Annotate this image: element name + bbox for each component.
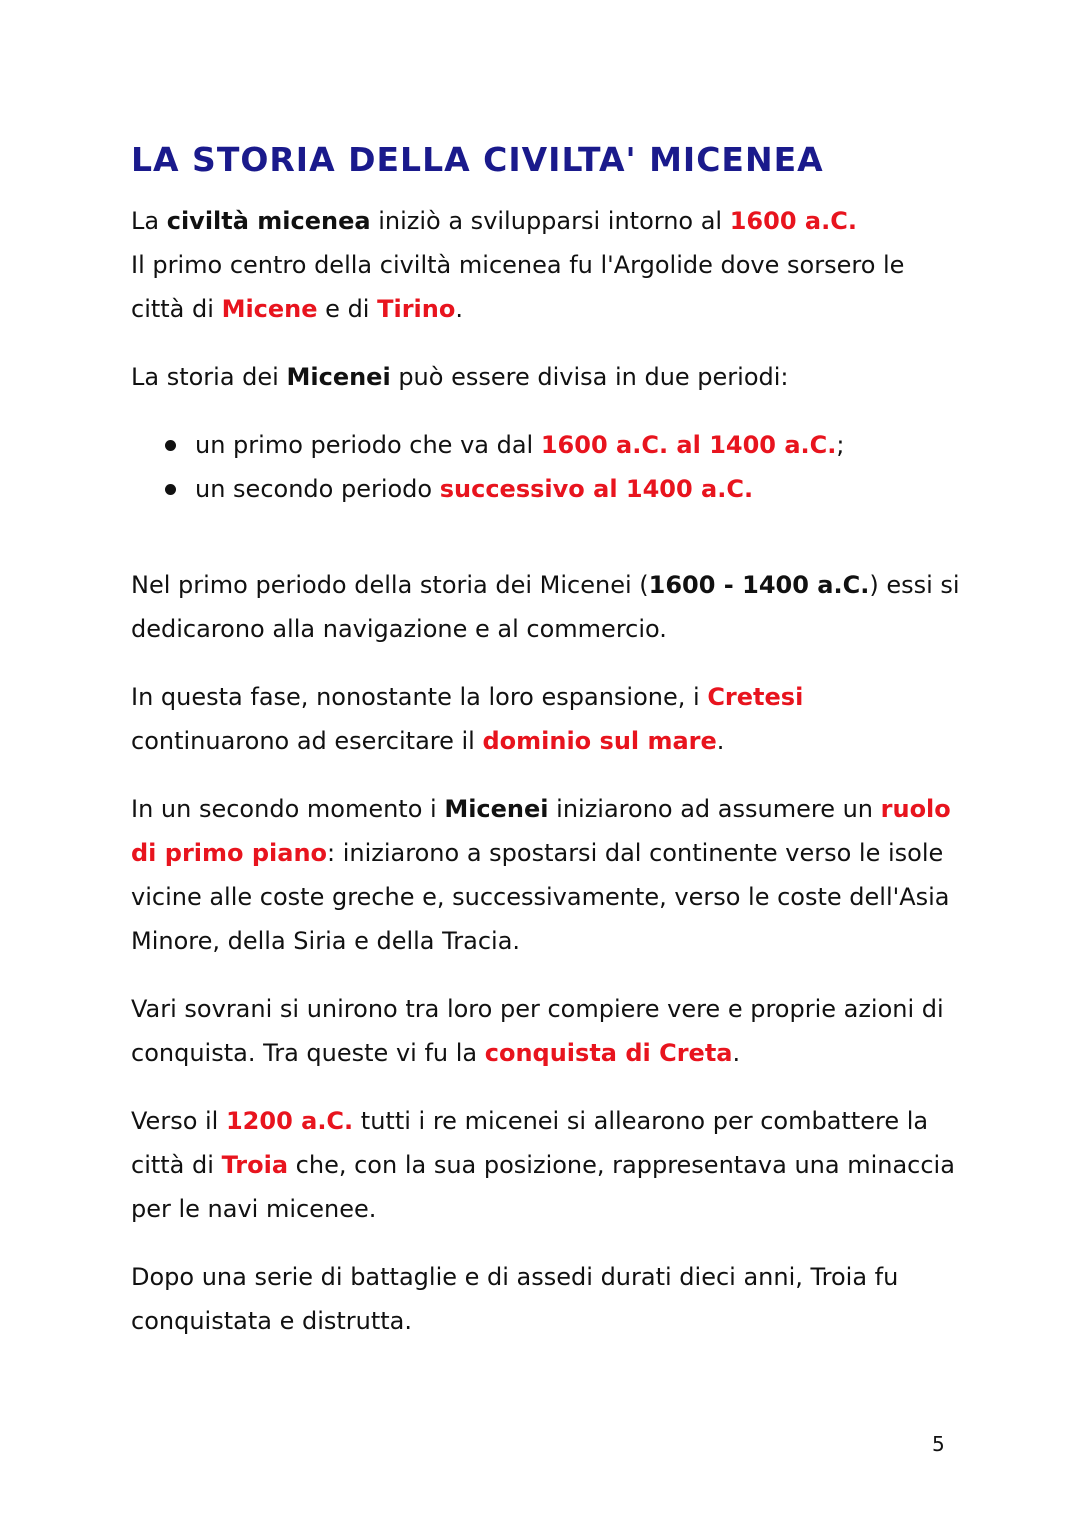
highlight-term: ruolo di primo piano — [131, 795, 951, 867]
text: In un secondo momento i — [131, 795, 445, 823]
text: iniziò a svilupparsi intorno al — [370, 207, 730, 235]
text: un primo periodo che va dal — [195, 431, 541, 459]
text: . — [732, 1039, 741, 1067]
bold-date: 1600 - 1400 a.C. — [648, 571, 870, 599]
highlight-term: Cretesi — [707, 683, 804, 711]
highlight-date: 1600 a.C. — [729, 207, 857, 235]
text: Verso il — [131, 1107, 226, 1135]
page-title: LA STORIA DELLA CIVILTA' MICENEA — [131, 140, 824, 179]
highlight-date: 1200 a.C. — [225, 1107, 354, 1135]
text: . — [455, 295, 463, 323]
bold-term: Micenei — [286, 363, 391, 391]
text: ) essi si dedicarono alla navigazione e al commercio. — [131, 571, 960, 643]
text: La — [131, 207, 167, 235]
text: continuarono ad esercitare il — [131, 727, 483, 755]
page-number: 5 — [932, 1432, 945, 1456]
text: . — [716, 727, 725, 755]
text: La storia dei — [131, 363, 287, 391]
bold-term: Micenei — [444, 795, 549, 823]
paragraph-ending — [131, 1255, 961, 1343]
highlight-date: successivo al 1400 a.C. — [439, 475, 754, 503]
bold-term: civiltà micenea — [166, 207, 371, 235]
periods-list — [131, 423, 961, 511]
text: e di — [317, 295, 378, 323]
paragraph-first-period — [131, 563, 961, 651]
text: Vari sovrani si unirono tra loro per compiere vere e proprie azioni di conquista. Tra queste vi fu la — [131, 995, 944, 1067]
highlight-date: 1600 a.C. al 1400 a.C. — [540, 431, 837, 459]
highlight-term: dominio sul mare — [482, 727, 717, 755]
text: può essere divisa in due periodi: — [390, 363, 789, 391]
paragraph-second-period — [131, 787, 961, 963]
highlight-term: conquista di Creta — [484, 1039, 733, 1067]
text: Dopo una serie di battaglie e di assedi durati dieci anni, Troia fu conquistata e distrutta. — [131, 1263, 899, 1335]
list-item — [165, 467, 961, 511]
highlight-term: Troia — [221, 1151, 289, 1179]
list-item — [165, 423, 961, 467]
bullet-icon — [165, 440, 176, 451]
paragraph-intro — [131, 199, 961, 331]
highlight-term: Micene — [221, 295, 318, 323]
text: iniziarono ad assumere un — [548, 795, 881, 823]
highlight-term: Tirino — [377, 295, 456, 323]
text: un secondo periodo — [195, 475, 440, 503]
text: ; — [836, 431, 845, 459]
text: Il primo centro della civiltà micenea fu l'Argolide dove sorsero le città di — [131, 251, 905, 323]
bullet-icon — [165, 484, 176, 495]
text: : iniziarono a spostarsi dal continente verso le isole vicine alle coste greche e, successivamente, verso le coste dell'Asia Minore, della Siria e della Tracia. — [131, 839, 950, 955]
text: Nel primo periodo della storia dei Micenei ( — [131, 571, 649, 599]
document-page — [131, 128, 961, 1343]
text: tutti i re micenei si allearono per combattere la città di — [131, 1107, 929, 1179]
paragraph-periods — [131, 355, 961, 399]
text: In questa fase, nonostante la loro espansione, i — [131, 683, 708, 711]
paragraph-cretesi — [131, 675, 961, 763]
paragraph-troia — [131, 1099, 961, 1231]
paragraph-conquest — [131, 987, 961, 1075]
text: che, con la sua posizione, rappresentava una minaccia per le navi micenee. — [131, 1151, 955, 1223]
